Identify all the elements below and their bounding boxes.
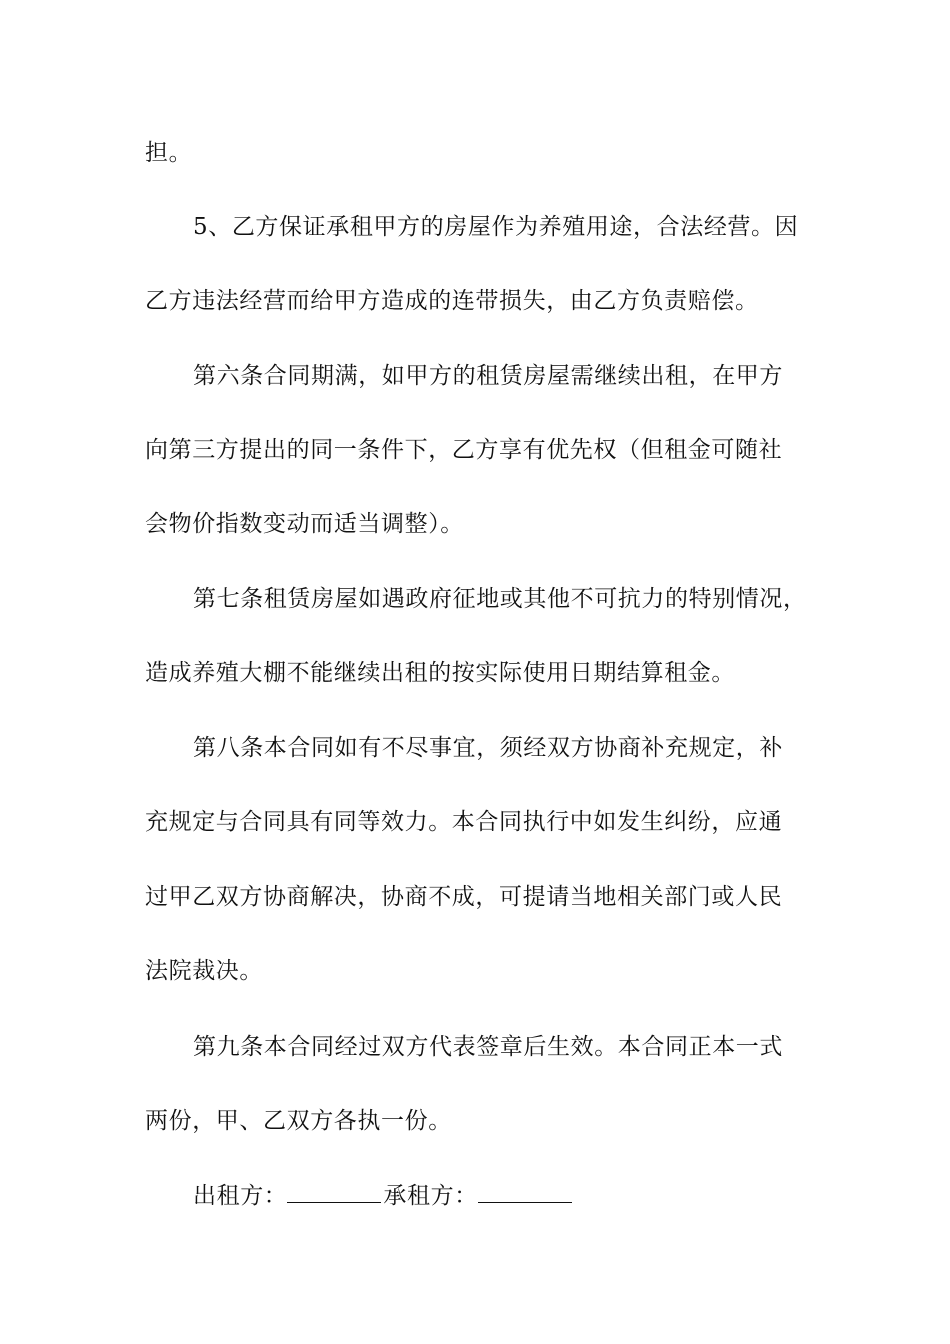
- paragraph-line: 5、乙方保证承租甲方的房屋作为养殖用途，合法经营。因: [193, 214, 799, 240]
- paragraph-line: 第八条本合同如有不尽事宜，须经双方协商补充规定，补: [193, 735, 783, 761]
- paragraph-line: 第七条租赁房屋如遇政府征地或其他不可抗力的特别情况，: [193, 586, 807, 612]
- lessor-label: 出租方：: [193, 1183, 288, 1209]
- paragraph-line: 乙方违法经营而给甲方造成的连带损失，由乙方负责赔偿。: [145, 288, 759, 314]
- lessee-signature-blank: [478, 1180, 572, 1203]
- paragraph-line: 会物价指数变动而适当调整）。: [145, 511, 464, 537]
- paragraph-line: 两份，甲、乙双方各执一份。: [145, 1108, 452, 1134]
- paragraph-line: 向第三方提出的同一条件下，乙方享有优先权（但租金可随社: [145, 437, 783, 463]
- paragraph-line: 第九条本合同经过双方代表签章后生效。本合同正本一式: [193, 1034, 783, 1060]
- paragraph-line: 造成养殖大棚不能继续出租的按实际使用日期结算租金。: [145, 660, 735, 686]
- paragraph-line: 担。: [145, 140, 193, 166]
- lessor-signature-blank: [287, 1180, 381, 1203]
- signature-line: [193, 1180, 574, 1212]
- paragraph-line: 充规定与合同具有同等效力。本合同执行中如发生纠纷，应通: [145, 809, 783, 835]
- paragraph-line: 第六条合同期满，如甲方的租赁房屋需继续出租，在甲方: [193, 363, 783, 389]
- paragraph-line: 过甲乙双方协商解决，协商不成，可提请当地相关部门或人民: [145, 884, 783, 910]
- lessee-label: 承租方：: [383, 1183, 478, 1209]
- paragraph-line: 法院裁决。: [145, 958, 263, 984]
